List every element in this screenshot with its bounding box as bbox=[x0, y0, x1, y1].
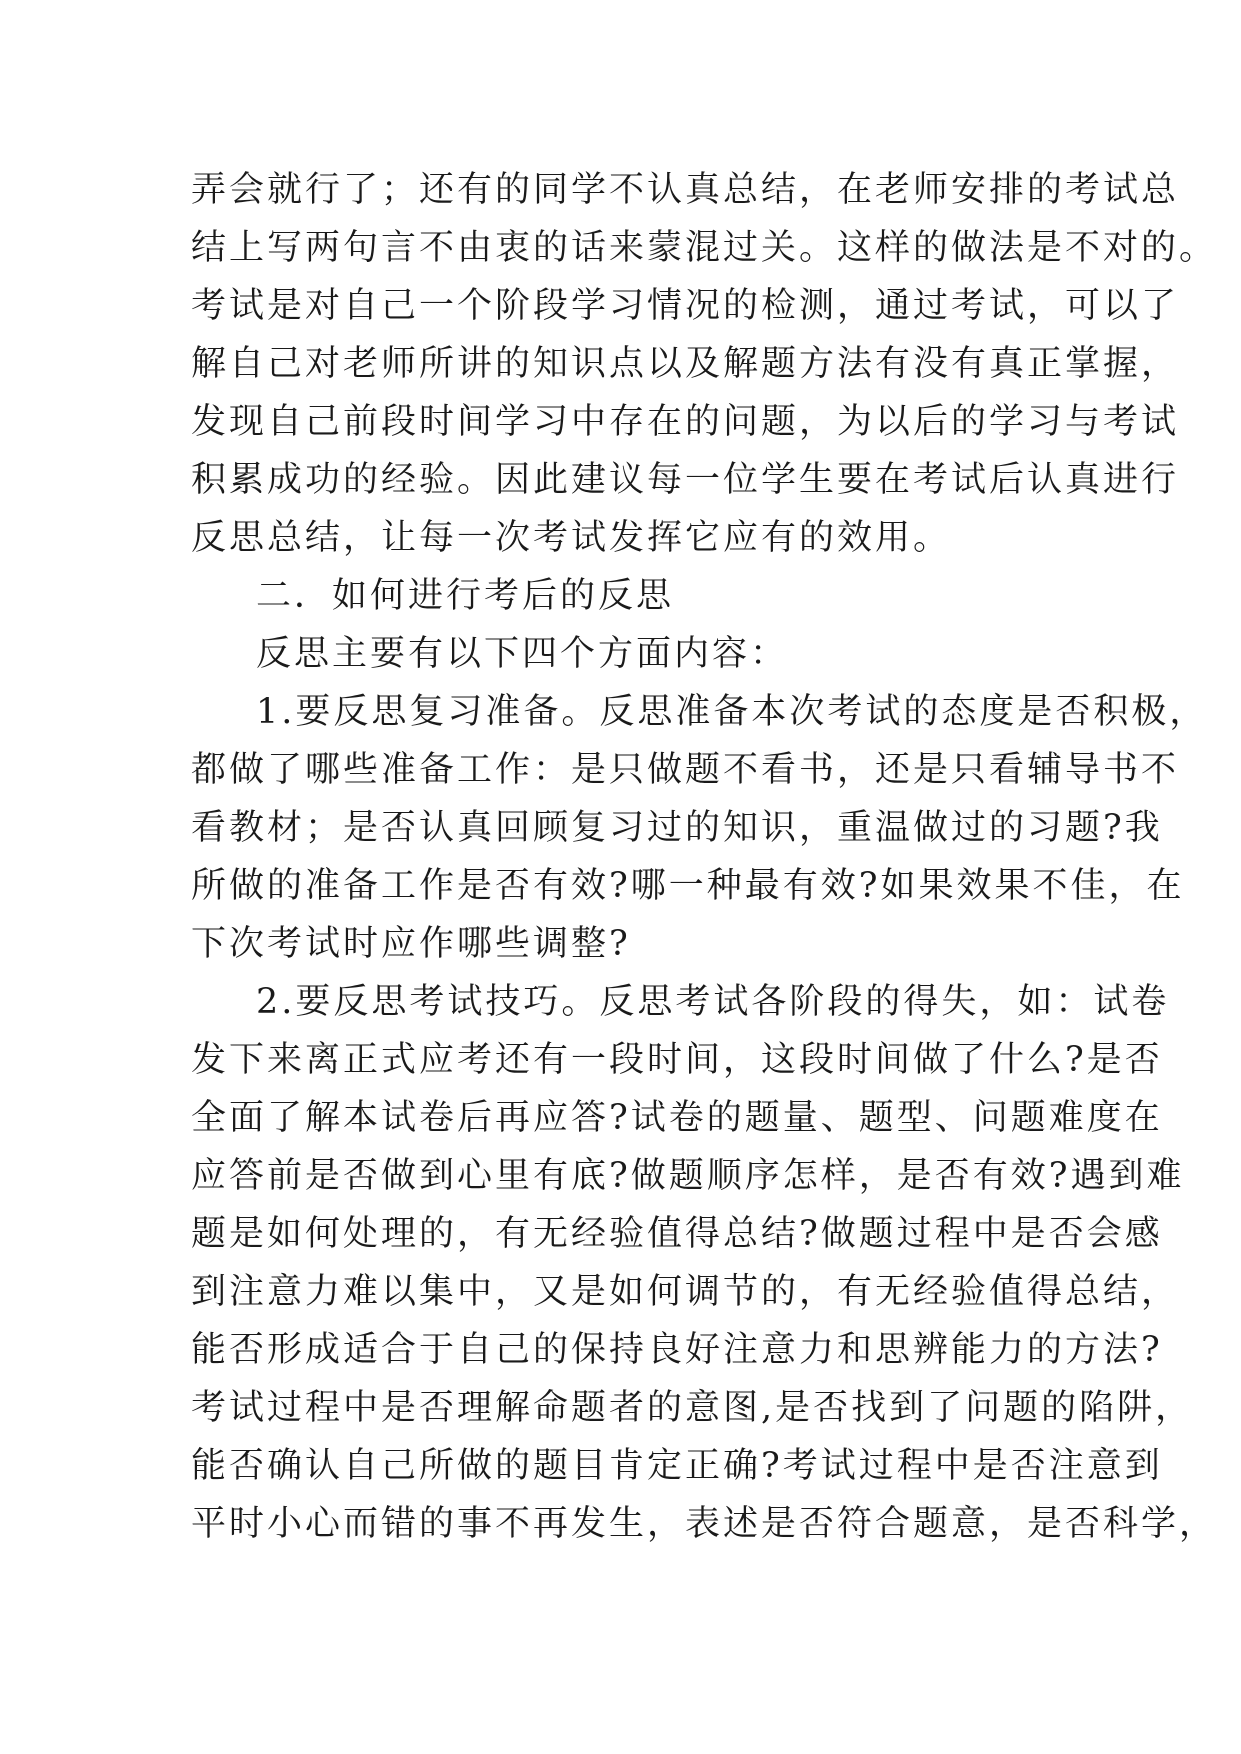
text-line: 反思主要有以下四个方面内容： bbox=[256, 634, 789, 674]
list-item-heading: 2.要反思考试技巧。反思考试各阶段的得失，如：试卷 bbox=[256, 982, 1170, 1022]
text-line: 弄会就行了；还有的同学不认真总结，在老师安排的考试总 bbox=[191, 170, 1180, 210]
text-line: 结上写两句言不由衷的话来蒙混过关。这样的做法是不对的。 bbox=[191, 228, 1218, 268]
text-line: 平时小心而错的事不再发生，表述是否符合题意，是否科学， bbox=[191, 1504, 1218, 1544]
text-line: 所做的准备工作是否有效?哪一种最有效?如果效果不佳，在 bbox=[191, 866, 1185, 906]
text-line: 到注意力难以集中，又是如何调节的，有无经验值得总结， bbox=[191, 1272, 1180, 1312]
text-line: 看教材；是否认真回顾复习过的知识，重温做过的习题?我 bbox=[191, 808, 1163, 848]
text-line: 反思总结，让每一次考试发挥它应有的效用。 bbox=[191, 518, 952, 558]
text-line: 能否形成适合于自己的保持良好注意力和思辨能力的方法? bbox=[191, 1330, 1163, 1370]
list-item-heading: 1.要反思复习准备。反思准备本次考试的态度是否积极， bbox=[256, 692, 1208, 732]
text-line: 题是如何处理的，有无经验值得总结?做题过程中是否会感 bbox=[191, 1214, 1163, 1254]
text-line: 考试是对自己一个阶段学习情况的检测，通过考试，可以了 bbox=[191, 286, 1180, 326]
text-line: 全面了解本试卷后再应答?试卷的题量、题型、问题难度在 bbox=[191, 1098, 1163, 1138]
text-line: 应答前是否做到心里有底?做题顺序怎样，是否有效?遇到难 bbox=[191, 1156, 1185, 1196]
text-line: 解自己对老师所讲的知识点以及解题方法有没有真正掌握， bbox=[191, 344, 1180, 384]
text-line: 发下来离正式应考还有一段时间，这段时间做了什么?是否 bbox=[191, 1040, 1163, 1080]
text-line: 积累成功的经验。因此建议每一位学生要在考试后认真进行 bbox=[191, 460, 1180, 500]
section-heading: 二．如何进行考后的反思 bbox=[256, 576, 675, 616]
text-line: 能否确认自己所做的题目肯定正确?考试过程中是否注意到 bbox=[191, 1446, 1163, 1486]
text-line: 下次考试时应作哪些调整? bbox=[191, 924, 631, 964]
text-line: 发现自己前段时间学习中存在的问题，为以后的学习与考试 bbox=[191, 402, 1180, 442]
text-line: 都做了哪些准备工作：是只做题不看书，还是只看辅导书不 bbox=[191, 750, 1180, 790]
text-line: 考试过程中是否理解命题者的意图,是否找到了问题的陷阱， bbox=[191, 1388, 1194, 1428]
